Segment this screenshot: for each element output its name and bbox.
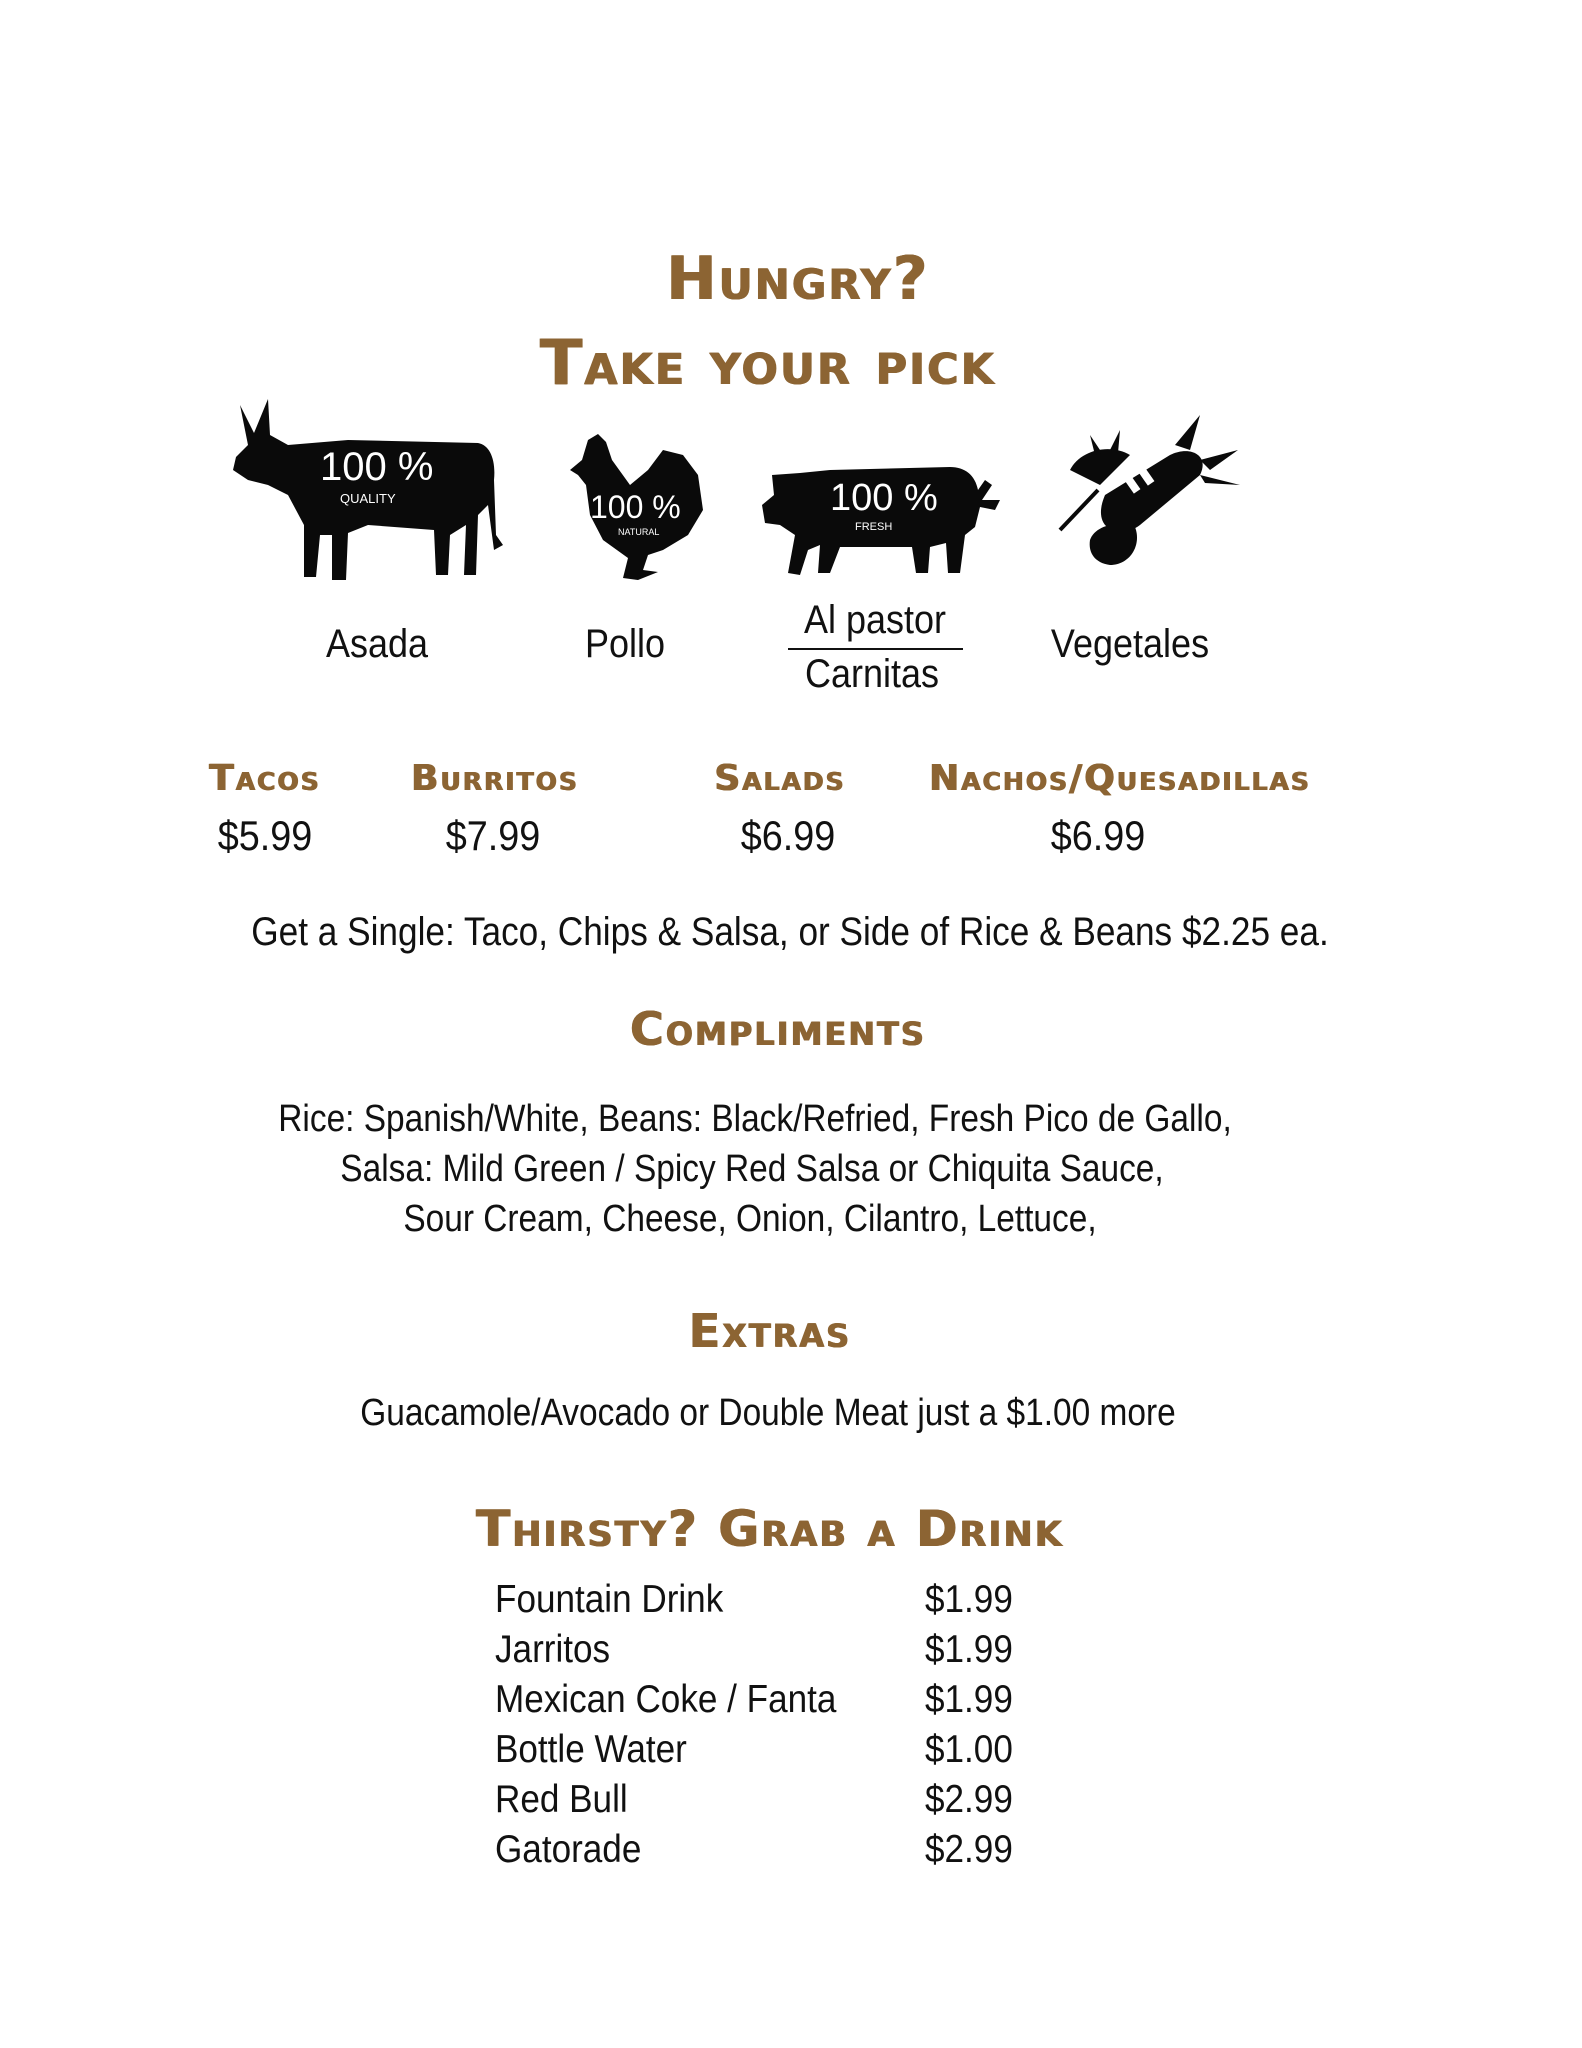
pig-icon [760, 455, 1005, 580]
compliments-line-2: Salsa: Mild Green / Spicy Red Salsa or Chiquita Sauce, [340, 1148, 1164, 1190]
drink-row [495, 1578, 1035, 1628]
drink-name: Red Bull [495, 1778, 628, 1821]
compliments-heading: Compliments [630, 1002, 926, 1056]
drink-row [495, 1778, 1035, 1828]
drink-row [495, 1828, 1035, 1878]
drink-row [495, 1678, 1035, 1728]
protein-label-carnitas: Carnitas [804, 652, 940, 696]
svg-text:FRESH: FRESH [855, 521, 893, 533]
cow-icon [228, 385, 508, 585]
extras-heading: Extras [688, 1304, 852, 1358]
compliments-line-1: Rice: Spanish/White, Beans: Black/Refried, Fresh Pico de Gallo, [278, 1098, 1232, 1140]
protein-pollo [568, 430, 708, 585]
single-item-text: Get a Single: Taco, Chips & Salsa, or Side of Rice & Beans $2.25 ea. [251, 910, 1329, 954]
protein-label-asada: Asada [325, 622, 429, 666]
svg-text:QUALITY: QUALITY [340, 491, 396, 506]
drinks-heading: Thirsty? Grab a Drink [476, 1500, 1064, 1558]
svg-text:NATURAL: NATURAL [618, 527, 660, 537]
drink-name: Jarritos [495, 1628, 611, 1671]
drink-name: Gatorade [495, 1828, 642, 1871]
drink-price: $1.99 [925, 1628, 1013, 1671]
svg-text:100 %: 100 % [590, 489, 681, 525]
vegetables-icon [1050, 415, 1240, 580]
protein-label-divider [788, 648, 963, 650]
menu-item-burritos: Burritos [411, 758, 579, 799]
page-subtitle: Take your pick [539, 326, 997, 399]
drink-price: $2.99 [925, 1778, 1013, 1821]
svg-text:100 %: 100 % [830, 477, 938, 519]
menu-item-tacos: Tacos [209, 758, 321, 799]
page-title: Hungry? [666, 244, 930, 314]
drink-row [495, 1728, 1035, 1778]
menu-item-nachos-quesadillas: Nachos/Quesadillas [929, 758, 1311, 799]
menu-price-nachos-quesadillas: $6.99 [1050, 812, 1146, 859]
drink-name: Bottle Water [495, 1728, 687, 1771]
drink-row [495, 1628, 1035, 1678]
protein-label-vegetales: Vegetales [1050, 622, 1210, 666]
menu-price-tacos: $5.99 [217, 812, 313, 859]
protein-asada [228, 385, 508, 585]
protein-label-pollo: Pollo [584, 622, 666, 666]
protein-label-al-pastor: Al pastor [803, 598, 947, 642]
menu-item-salads: Salads [714, 758, 846, 799]
drink-price: $1.99 [925, 1678, 1013, 1721]
extras-text: Guacamole/Avocado or Double Meat just a $1.00 more [360, 1392, 1176, 1434]
drink-price: $1.99 [925, 1578, 1013, 1621]
compliments-line-3: Sour Cream, Cheese, Onion, Cilantro, Lettuce, [403, 1198, 1097, 1240]
protein-al-pastor-carnitas [760, 455, 1005, 580]
menu-price-salads: $6.99 [740, 812, 836, 859]
chicken-icon [568, 430, 708, 585]
svg-text:100 %: 100 % [320, 445, 434, 489]
drink-price: $1.00 [925, 1728, 1013, 1771]
drink-name: Fountain Drink [495, 1578, 724, 1621]
drink-price: $2.99 [925, 1828, 1013, 1871]
drink-name: Mexican Coke / Fanta [495, 1678, 837, 1721]
menu-price-burritos: $7.99 [445, 812, 541, 859]
protein-vegetales [1050, 415, 1240, 580]
